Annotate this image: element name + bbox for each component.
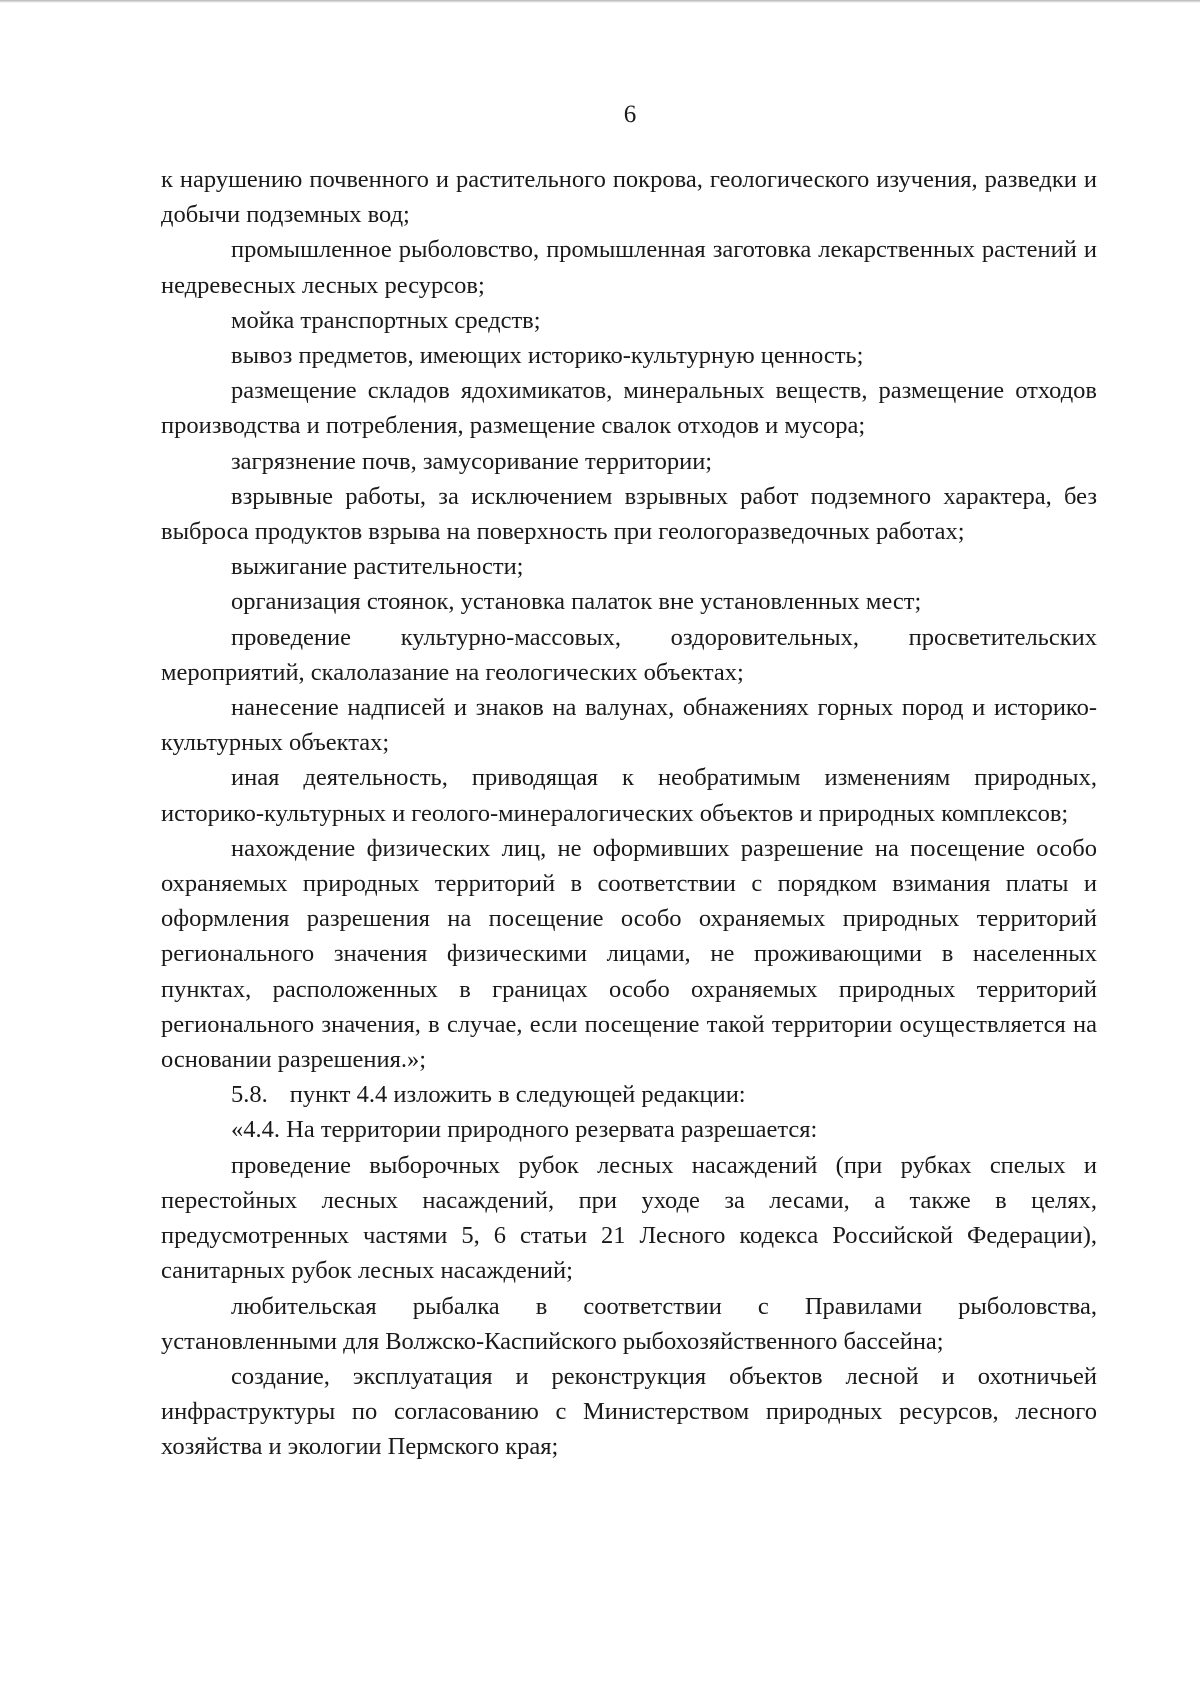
paragraph: размещение складов ядохимикатов, минеральных веществ, размещение отходов производства и потребления, размещение свалок отходов и мусора; xyxy=(161,377,1097,440)
item-number: «4.4. xyxy=(231,1116,280,1144)
document-body xyxy=(161,162,1097,1465)
paragraph: нахождение физических лиц, не оформивших разрешение на посещение особо охраняемых природных территорий в соответствии с порядком взимания платы и оформления разрешения на посещение особо охраняемых природных территорий регионального значения физическими лицами, не проживающими в населенных пунктах, расположенных в границах особо охраняемых природных территорий регионального значения, в случае, если посещение такой территории осуществляется на основании разрешения.»; xyxy=(161,834,1097,1074)
item-5-8 xyxy=(161,1077,1097,1112)
paragraph: взрывные работы, за исключением взрывных работ подземного характера, без выброса продуктов взрыва на поверхность при геологоразведочных работах; xyxy=(161,482,1097,546)
paragraph: выжигание растительности; xyxy=(231,553,524,581)
paragraph: создание, эксплуатация и реконструкция объектов лесной и охотничьей инфраструктуры по согласованию с Министерством природных ресурсов, лесного хозяйства и экологии Пермского края; xyxy=(161,1362,1097,1461)
paragraph: любительская рыбалка в соответствии с Правилами рыболовства, установленными для Волжско-Каспийского рыбохозяйственного бассейна; xyxy=(161,1292,1097,1355)
paragraph: организация стоянок, установка палаток вне установленных мест; xyxy=(231,588,922,616)
paragraph: промышленное рыболовство, промышленная заготовка лекарственных растений и недревесных лесных ресурсов; xyxy=(161,236,1097,299)
paragraph: проведение культурно-массовых, оздоровительных, просветительских мероприятий, скалолазание на геологических объектах; xyxy=(161,623,1097,686)
item-number: 5.8. xyxy=(231,1081,268,1109)
item-4-4 xyxy=(161,1112,1097,1147)
paragraph: мойка транспортных средств; xyxy=(231,306,541,334)
paragraph: проведение выборочных рубок лесных насаждений (при рубках спелых и перестойных лесных насаждений, при уходе за лесами, а также в целях, предусмотренных частями 5, 6 статьи 21 Лесного кодекса Российской Федерации), санитарных рубок лесных насаждений; xyxy=(161,1151,1097,1285)
paragraph: нанесение надписей и знаков на валунах, обнажениях горных пород и историко-культурных объектах; xyxy=(161,694,1097,757)
paragraph: вывоз предметов, имеющих историко-культурную ценность; xyxy=(231,342,864,370)
item-text: пункт 4.4 изложить в следующей редакции: xyxy=(289,1081,746,1109)
paragraph: к нарушению почвенного и растительного покрова, геологического изучения, разведки и добычи подземных вод; xyxy=(161,166,1097,229)
paragraph: загрязнение почв, замусоривание территории; xyxy=(231,447,713,475)
page-number: 6 xyxy=(623,101,637,128)
scan-top-edge xyxy=(0,0,1200,3)
item-text: На территории природного резервата разрешается: xyxy=(286,1116,818,1144)
paragraph: иная деятельность, приводящая к необратимым изменениям природных, историко-культурных и геолого-минералогических объектов и природных комплексов; xyxy=(161,764,1097,827)
